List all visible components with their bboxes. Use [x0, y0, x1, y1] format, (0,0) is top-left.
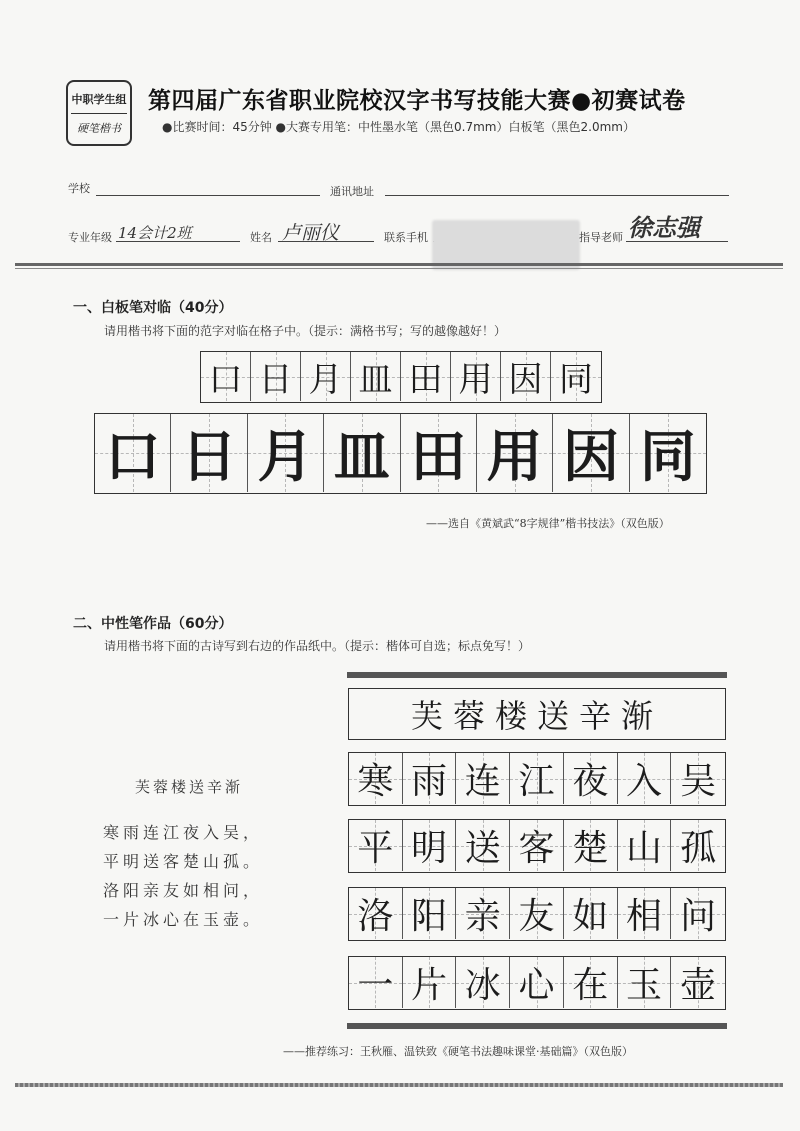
model-cell	[401, 414, 477, 492]
model-char: 口	[104, 424, 161, 490]
model-char: 因	[563, 424, 620, 490]
model-cell	[248, 414, 324, 492]
phone-label: 联系手机	[384, 231, 428, 244]
work-char: 玉	[625, 965, 662, 1006]
work-char: 雨	[411, 761, 448, 802]
teacher-label: 指导老师	[579, 231, 623, 244]
student-copy-cell	[401, 352, 451, 401]
poem-line: 洛阳亲友如相问，	[103, 881, 264, 900]
work-char: 吴	[680, 761, 717, 802]
work-cell	[456, 753, 510, 804]
work-char: 阳	[411, 896, 448, 937]
work-char: 洛	[357, 896, 394, 937]
work-cell	[349, 957, 403, 1008]
work-char: 送	[464, 828, 501, 869]
student-copy-grid	[200, 351, 602, 403]
model-char: 同	[639, 424, 696, 490]
student-copy-char: 日	[258, 360, 293, 400]
work-cell	[671, 753, 725, 804]
work-char: 孤	[680, 828, 717, 869]
work-title: 芙蓉楼送辛渐	[410, 697, 663, 735]
work-cell	[671, 888, 725, 939]
model-cell	[477, 414, 553, 492]
work-char: 寒	[357, 761, 394, 802]
work-cell	[618, 820, 672, 871]
work-cell	[510, 820, 564, 871]
badge-divider	[71, 113, 127, 114]
title-main: 第四届广东省职业院校汉字书写技能大赛	[148, 88, 571, 114]
group-badge	[66, 80, 132, 146]
work-cell	[456, 820, 510, 871]
student-copy-cell	[351, 352, 401, 401]
address-label: 通讯地址	[330, 185, 374, 198]
work-paper-top-border	[347, 672, 727, 678]
model-char: 田	[410, 424, 467, 490]
work-cell	[564, 957, 618, 1008]
work-cell	[403, 820, 457, 871]
work-row-3	[348, 887, 726, 941]
model-char: 用	[486, 424, 543, 490]
model-cell	[324, 414, 400, 492]
work-cell	[403, 753, 457, 804]
major-value: 14会计2班	[118, 224, 192, 242]
teacher-signature: 徐志强	[628, 213, 700, 242]
section1-note: 请用楷书将下面的范字对临在格子中。（提示：满格书写；写的越像越好！）	[104, 324, 507, 338]
work-char: 山	[625, 828, 662, 869]
model-char: 日	[181, 424, 238, 490]
section2-note: 请用楷书将下面的古诗写到右边的作品纸中。（提示：楷体可自选；标点免写！）	[104, 639, 531, 653]
student-copy-char: 田	[408, 360, 443, 400]
section2-title: 二、中性笔作品（60分）	[73, 616, 233, 632]
poem-line: 平明送客楚山孤。	[103, 852, 264, 871]
work-char: 友	[518, 896, 555, 937]
badge-group: 中职学生组	[71, 92, 127, 106]
model-char-grid	[94, 413, 707, 494]
work-row-4	[348, 956, 726, 1010]
address-field[interactable]	[385, 181, 729, 196]
work-cell	[349, 820, 403, 871]
work-paper-bottom-border	[347, 1023, 727, 1029]
work-cell	[618, 888, 672, 939]
work-cell	[618, 753, 672, 804]
title-bullet: ●	[571, 88, 592, 114]
work-char: 问	[680, 896, 717, 937]
student-copy-cell	[451, 352, 501, 401]
model-cell	[630, 414, 706, 492]
work-cell	[510, 888, 564, 939]
work-char: 平	[357, 828, 394, 869]
section1-title: 一、白板笔对临（40分）	[73, 300, 233, 316]
major-label: 专业年级	[68, 231, 112, 244]
section2-source: ——推荐练习：王秋雁、温铁致《硬笔书法趣味课堂·基础篇》（双色版）	[283, 1045, 633, 1058]
work-cell	[456, 888, 510, 939]
school-label: 学校	[68, 182, 90, 195]
student-copy-char: 因	[508, 360, 543, 400]
work-char: 客	[518, 828, 555, 869]
work-char: 楚	[572, 828, 609, 869]
poem-line: 寒雨连江夜入吴，	[103, 823, 264, 842]
work-cell	[349, 753, 403, 804]
model-cell	[95, 414, 171, 492]
work-char: 亲	[464, 896, 501, 937]
work-cell	[349, 888, 403, 939]
student-copy-char: 口	[208, 360, 243, 400]
work-cell	[403, 957, 457, 1008]
work-char: 如	[572, 896, 609, 937]
name-value: 卢丽仪	[282, 222, 340, 244]
section1-source: ——选自《黄斌武“8字规律”楷书技法》（双色版）	[426, 517, 670, 530]
badge-category: 硬笔楷书	[77, 121, 121, 135]
model-char: 月	[257, 424, 314, 490]
model-cell	[171, 414, 247, 492]
work-char: 一	[357, 965, 394, 1006]
work-cell	[564, 888, 618, 939]
work-char: 连	[464, 761, 501, 802]
work-char: 相	[625, 896, 662, 937]
poem-line: 一片冰心在玉壶。	[103, 910, 264, 929]
work-cell	[403, 888, 457, 939]
title-suffix: 初赛试卷	[591, 88, 686, 114]
work-cell	[671, 957, 725, 1008]
student-copy-char: 月	[308, 360, 343, 400]
work-cell	[510, 753, 564, 804]
work-row-1	[348, 752, 726, 806]
header-divider	[15, 263, 783, 266]
exam-rules: ●比赛时间：45分钟 ●大赛专用笔：中性墨水笔（黑色0.7mm）白板笔（黑色2.0mm）	[162, 120, 635, 134]
student-copy-cell	[201, 352, 251, 401]
work-char: 壶	[680, 965, 717, 1006]
school-field[interactable]	[96, 181, 320, 196]
work-cell	[564, 753, 618, 804]
work-title-box	[348, 688, 726, 740]
work-char: 明	[411, 828, 448, 869]
student-copy-cell	[501, 352, 551, 401]
student-copy-cell	[301, 352, 351, 401]
model-char: 皿	[333, 424, 390, 490]
student-copy-char: 用	[458, 360, 493, 400]
work-char: 夜	[572, 761, 609, 802]
student-copy-cell	[251, 352, 301, 401]
student-copy-char: 皿	[358, 360, 393, 400]
footer-divider	[15, 1083, 783, 1087]
work-char: 入	[625, 761, 662, 802]
page-title	[148, 82, 686, 115]
work-char: 在	[572, 965, 609, 1006]
model-cell	[553, 414, 629, 492]
work-cell	[510, 957, 564, 1008]
student-copy-cell	[551, 352, 601, 401]
work-char: 心	[518, 965, 555, 1006]
name-label: 姓名	[250, 231, 272, 244]
work-cell	[671, 820, 725, 871]
work-char: 冰	[464, 965, 501, 1006]
work-char: 片	[411, 965, 448, 1006]
work-row-2	[348, 819, 726, 873]
poem-title: 芙蓉楼送辛渐	[135, 778, 244, 796]
work-cell	[564, 820, 618, 871]
student-copy-char: 同	[559, 360, 593, 400]
work-cell	[618, 957, 672, 1008]
work-char: 江	[518, 761, 555, 802]
work-cell	[456, 957, 510, 1008]
header-divider-thin	[15, 268, 783, 269]
